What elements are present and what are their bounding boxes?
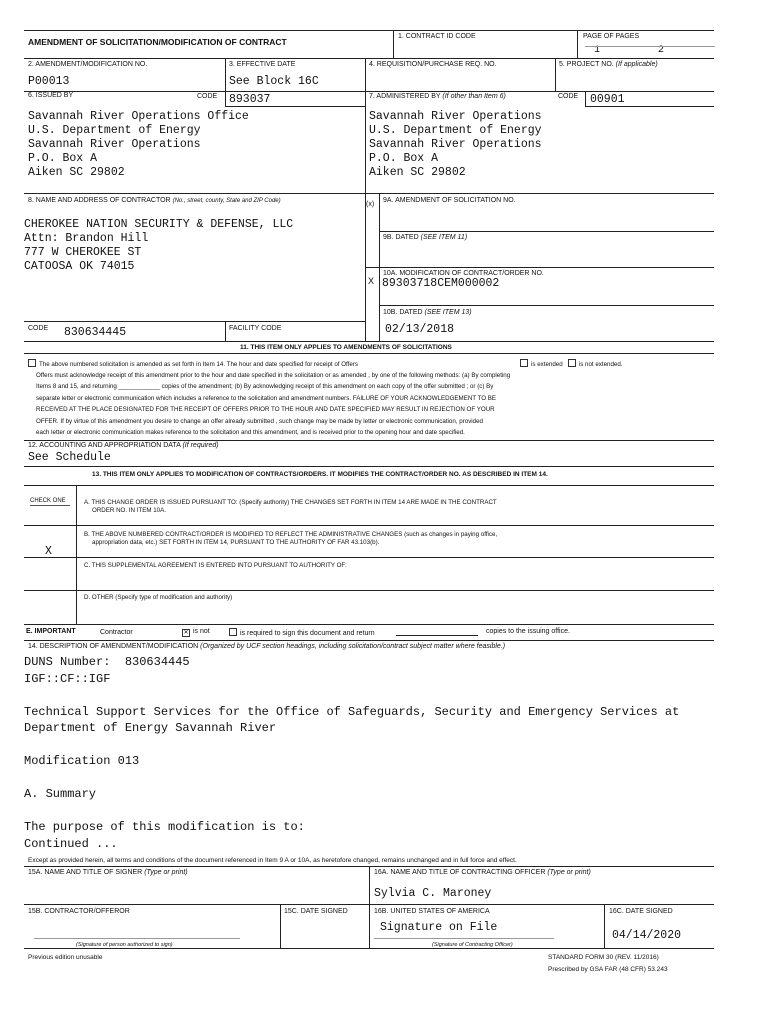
important-required-group xyxy=(229,628,375,638)
modification-of-contract-value: 89303718CEM000002 xyxy=(382,277,500,290)
item16b-label: 16B. UNITED STATES OF AMERICA xyxy=(374,908,490,915)
item9b-label-text: 9B. DATED xyxy=(383,234,419,241)
check-one-label: CHECK ONE xyxy=(30,498,66,504)
contractor-line-4: CATOOSA OK 74015 xyxy=(24,260,135,273)
administered-by-line-5: Aiken SC 29802 xyxy=(369,166,466,179)
administered-by-line-2: U.S. Department of Energy xyxy=(369,124,542,137)
effective-date-label: 3. EFFECTIVE DATE xyxy=(229,61,296,68)
item12-label-text: 12. ACCOUNTING AND APPROPRIATION DATA xyxy=(28,442,181,449)
item11-line-7: each letter or electronic communication makes reference to the solicitation and this amendment, and is received prior to the opening hour and date specified. xyxy=(36,429,465,436)
description-line-1: DUNS Number: 830634445 xyxy=(24,655,190,669)
item11-line-2: Offers must acknowledge receipt of this amendment prior to the hour and date specified in the solicitation or as amended , by one of the following methods: (a) By completing xyxy=(36,372,511,379)
item12-note: (If required) xyxy=(182,442,219,449)
item14-note: (Organized by UCF section headings, including solicitation/contract subject matter where feasible.) xyxy=(200,643,506,650)
issued-by-line-2: U.S. Department of Energy xyxy=(28,124,201,137)
description-line-12: Continued ... xyxy=(24,837,118,851)
contractor-code-value: 830634445 xyxy=(64,326,127,339)
item11-line-1 xyxy=(28,359,358,371)
description-line-4: Technical Support Services for the Office of Safeguards, Security and Emergency Services at xyxy=(24,705,680,719)
administered-by-line-4: P.O. Box A xyxy=(369,152,439,165)
project-no-label-text: 5. PROJECT NO. xyxy=(559,61,614,68)
except-as-provided-text: Except as provided herein, all terms and conditions of the document referenced in Item 9 A or 10A, as heretofore changed, remains unchanged and in full force and effect. xyxy=(28,857,517,864)
administered-by-line-3: Savannah River Operations xyxy=(369,138,542,151)
item13-c-line: C. THIS SUPPLEMENTAL AGREEMENT IS ENTERED INTO PURSUANT TO AUTHORITY OF: xyxy=(84,562,347,569)
item16a-label-text: 16A. NAME AND TITLE OF CONTRACTING OFFICER xyxy=(374,869,546,876)
description-line-7: Modification 013 xyxy=(24,754,140,768)
item13-d-line: D. OTHER (Specify type of modification and authority) xyxy=(84,594,233,601)
is-required-checkbox[interactable] xyxy=(229,628,237,636)
item16c-label: 16C. DATE SIGNED xyxy=(609,908,673,915)
contractor-code-label: CODE xyxy=(28,325,49,332)
item15a-label xyxy=(28,869,188,877)
project-no-note: (If applicable) xyxy=(615,61,658,68)
contractor-label-note: (No., street, county, State and ZIP Code) xyxy=(172,198,281,204)
important-label: E. IMPORTANT xyxy=(26,628,76,635)
requisition-no-label: 4. REQUISITION/PURCHASE REQ. NO. xyxy=(369,61,497,68)
issued-by-line-5: Aiken SC 29802 xyxy=(28,166,125,179)
item11-line-4: separate letter or electronic communication which includes a reference to the solicitation and amendment numbers. FAILURE OF YOUR ACKNOWLEDGEMENT TO BE xyxy=(36,395,497,402)
item10b-date-value: 02/13/2018 xyxy=(385,323,455,336)
is-extended-label: is extended xyxy=(531,361,563,368)
amendment-no-label: 2. AMENDMENT/MODIFICATION NO. xyxy=(28,61,148,68)
item13-b-line-2: appropriation data, etc.) SET FORTH IN ITEM 14, PURSUANT TO THE AUTHORITY OF FAR 43.103(b). xyxy=(92,539,380,546)
item15a-label-text: 15A. NAME AND TITLE OF SIGNER xyxy=(28,869,143,876)
item13-a-line-1: A. THIS CHANGE ORDER IS ISSUED PURSUANT TO: (Specify authority) THE CHANGES SET FORTH IN ITEM 14 ARE MADE IN THE CONTRACT xyxy=(84,499,497,506)
contractor-line-3: 777 W CHEROKEE ST xyxy=(24,246,142,259)
prescribed-by-label: Prescribed by GSA FAR (48 CFR) 53.243 xyxy=(548,966,668,973)
project-no-label xyxy=(559,61,658,69)
is-not-extended-label: is not extended. xyxy=(578,361,623,368)
effective-date-value: See Block 16C xyxy=(229,75,319,88)
amendment-no-value: P00013 xyxy=(28,75,70,88)
modification-of-contract-label: 10A. MODIFICATION OF CONTRACT/ORDER NO. xyxy=(383,270,544,277)
item10a-mark: X xyxy=(368,276,375,286)
standard-form-label: STANDARD FORM 30 (REV. 11/2016) xyxy=(548,954,659,961)
page-of-pages-label: PAGE OF PAGES xyxy=(583,33,640,40)
issued-by-code-value: 893037 xyxy=(229,93,271,106)
item9b-note: (SEE ITEM 11) xyxy=(420,234,468,241)
item13-heading: 13. THIS ITEM ONLY APPLIES TO MODIFICATION OF CONTRACTS/ORDERS. IT MODIFIES THE CONTRACT/ORDER NO. AS DESCRIBED IN ITEM 14. xyxy=(92,471,548,478)
item16a-label xyxy=(374,869,591,877)
amendment-of-solicitation-label: 9A. AMENDMENT OF SOLICITATION NO. xyxy=(383,197,516,204)
item11-extended-options xyxy=(520,359,623,371)
item16b-signature-caption: (Signature of Contracting Officer) xyxy=(432,942,513,948)
issued-by-line-4: P.O. Box A xyxy=(28,152,98,165)
administered-by-line-1: Savannah River Operations xyxy=(369,110,542,123)
administered-by-label xyxy=(369,93,506,101)
total-pages: 2 xyxy=(658,45,665,56)
issued-by-line-3: Savannah River Operations xyxy=(28,138,201,151)
administered-by-code-label: CODE xyxy=(558,93,579,100)
is-extended-checkbox[interactable] xyxy=(520,359,528,367)
contracting-officer-name: Sylvia C. Maroney xyxy=(374,887,492,900)
contractor-line-1: CHEROKEE NATION SECURITY & DEFENSE, LLC xyxy=(24,218,294,231)
item10b-label xyxy=(383,309,472,317)
issued-by-code-label: CODE xyxy=(197,93,218,100)
item12-value: See Schedule xyxy=(28,451,111,464)
item10b-note: (SEE ITEM 13) xyxy=(424,309,472,316)
item11-heading: 11. THIS ITEM ONLY APPLIES TO AMENDMENTS OF SOLICITATIONS xyxy=(240,344,452,351)
item12-label xyxy=(28,442,219,450)
description-line-11: The purpose of this modification is to: xyxy=(24,820,305,834)
item9b-label xyxy=(383,234,467,242)
issued-by-line-1: Savannah River Operations Office xyxy=(28,110,249,123)
contractor-label-text: 8. NAME AND ADDRESS OF CONTRACTOR xyxy=(28,197,171,204)
item11-line-6: OFFER. If by virtue of this amendment you desire to change an offer already submitted , such change may be made by letter or electronic communication, provided xyxy=(36,418,483,425)
item15b-label: 15B. CONTRACTOR/OFFEROR xyxy=(28,908,130,915)
issued-by-label: 6. ISSUED BY xyxy=(28,92,74,99)
description-line-2: IGF::CF::IGF xyxy=(24,672,111,686)
previous-edition-note: Previous edition unusable xyxy=(28,954,103,961)
facility-code-label: FACILITY CODE xyxy=(229,325,282,332)
page-number: 1 xyxy=(594,45,601,56)
item14-label-text: 14. DESCRIPTION OF AMENDMENT/MODIFICATION xyxy=(28,643,199,650)
contractor-name-address-label xyxy=(28,197,281,205)
item15c-label: 15C. DATE SIGNED xyxy=(284,908,348,915)
is-not-extended-checkbox[interactable] xyxy=(568,359,576,367)
item11-line-1-text: The above numbered solicitation is amended as set forth in Item 14. The hour and date specified for receipt of Offers xyxy=(39,361,358,368)
contract-id-code-label: 1. CONTRACT ID CODE xyxy=(398,33,476,40)
is-not-checkbox[interactable]: ✕ xyxy=(183,630,189,636)
item15b-signature-caption: (Signature of person authorized to sign) xyxy=(76,942,173,948)
important-is-not-group xyxy=(182,628,210,637)
important-copies: copies to the issuing office. xyxy=(486,628,570,635)
item13-b-line-1: B. THE ABOVE NUMBERED CONTRACT/ORDER IS MODIFIED TO REFLECT THE ADMINISTRATIVE CHANGES (such as changes in paying office, xyxy=(84,531,498,538)
description-line-9: A. Summary xyxy=(24,787,97,801)
administered-by-note: (If other than Item 6) xyxy=(442,93,506,100)
is-not-label: is not xyxy=(193,628,210,635)
is-required-label: is required to sign this document and return xyxy=(240,630,375,637)
contracting-officer-signature: Signature on File xyxy=(380,921,498,934)
item11-line-3: Items 8 and 15, and returning ____________ copies of the amendment; (b) By acknowledging receipt of this amendment on each copy of the offer submitted ; or (c) By xyxy=(36,383,494,390)
item9a-mark: (x) xyxy=(366,201,375,208)
item13-a-line-2: ORDER NO. IN ITEM 10A. xyxy=(92,507,166,514)
form-title: AMENDMENT OF SOLICITATION/MODIFICATION OF CONTRACT xyxy=(28,37,287,47)
item15a-note: (Type or print) xyxy=(144,869,188,876)
item10b-label-text: 10B. DATED xyxy=(383,309,423,316)
item11-line-5: RECEIVED AT THE PLACE DESIGNATED FOR THE RECEIPT OF OFFERS PRIOR TO THE HOUR AND DATE SPECIFIED MAY RESULT IN REJECTION OF YOUR xyxy=(36,406,495,413)
contractor-line-2: Attn: Brandon Hill xyxy=(24,232,149,245)
description-line-5: Department of Energy Savannah River xyxy=(24,721,277,735)
administered-by-label-text: 7. ADMINISTERED BY xyxy=(369,93,441,100)
item16a-note: (Type or print) xyxy=(547,869,591,876)
item11-checkbox[interactable] xyxy=(28,359,36,367)
item16c-date-value: 04/14/2020 xyxy=(612,929,682,942)
administered-by-code-value: 00901 xyxy=(590,93,625,106)
important-contractor: Contractor xyxy=(100,629,133,636)
item14-label xyxy=(28,643,505,651)
item13-b-mark: X xyxy=(45,545,52,558)
